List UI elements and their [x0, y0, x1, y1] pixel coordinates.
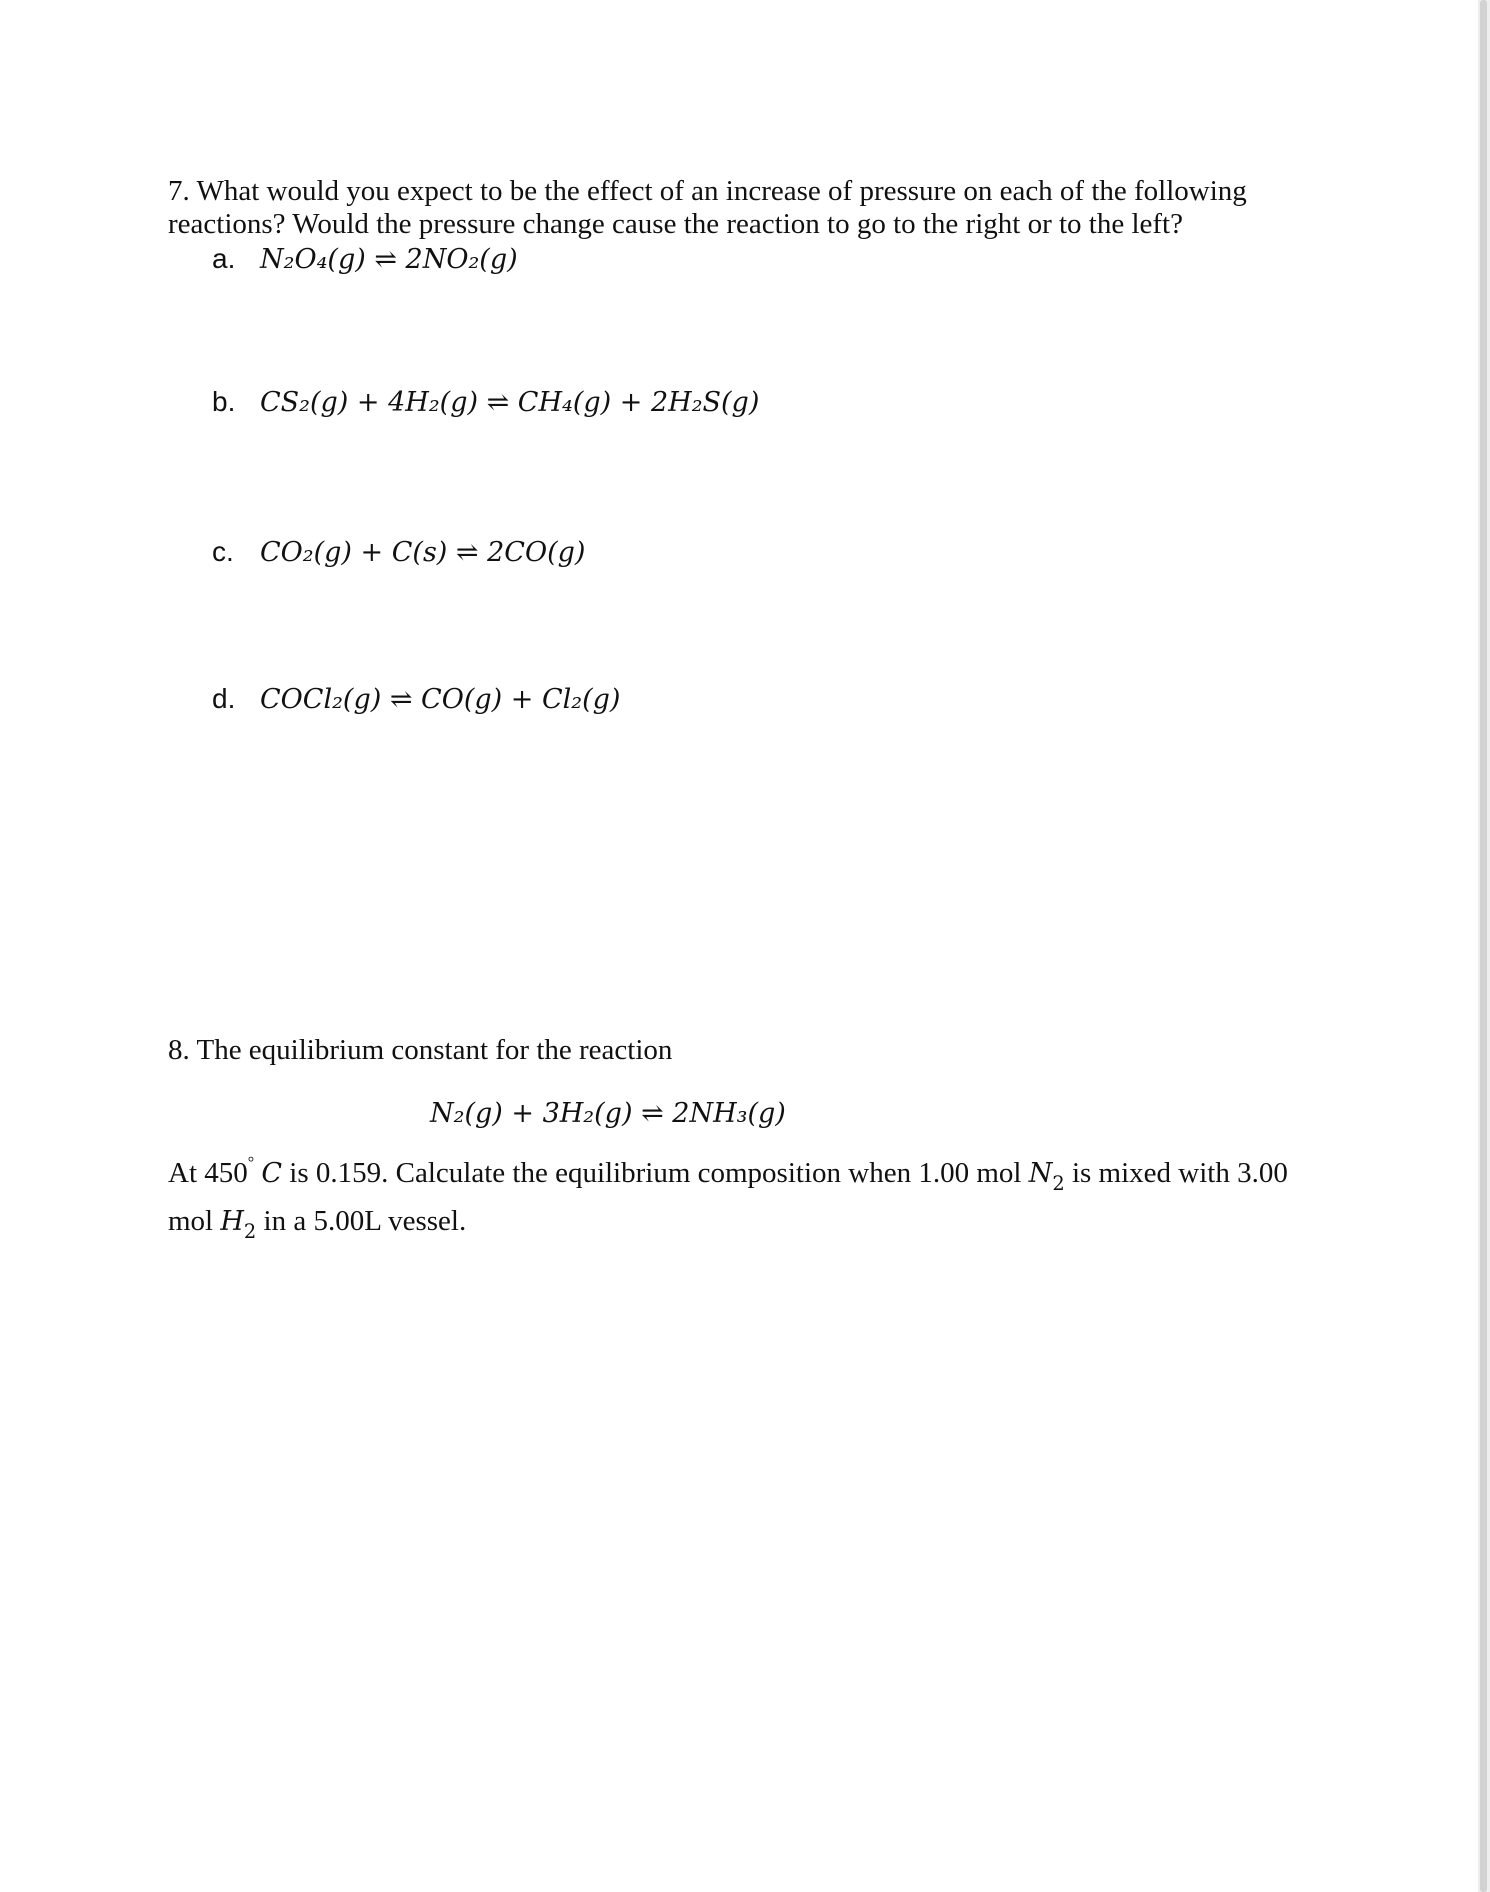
reaction-equation: COCl₂(g) ⇌ CO(g) + Cl₂(g) — [260, 684, 621, 715]
question-7-item-a — [212, 243, 518, 275]
item-label: c. — [212, 536, 234, 567]
item-label: a. — [212, 243, 236, 274]
n2-symbol: N — [1028, 1158, 1053, 1189]
text-mixed: is mixed with 3.00 — [1071, 1157, 1288, 1189]
question-8-equation: N₂(g) + 3H₂(g) ⇌ 2NH₃(g) — [430, 1098, 786, 1129]
question-7-item-b — [212, 386, 759, 418]
temperature-unit: C — [261, 1158, 283, 1189]
h2-subscript: 2 — [243, 1220, 257, 1244]
item-label: b. — [212, 386, 236, 417]
n2-formula — [1028, 1158, 1065, 1196]
text-vessel: in a 5.00L vessel. — [263, 1205, 467, 1237]
text-mol: mol — [168, 1205, 214, 1237]
vertical-scrollbar[interactable] — [1478, 0, 1490, 1892]
text-at: At 450 — [168, 1157, 248, 1189]
question-8-text-line-1 — [168, 1154, 1288, 1196]
question-8-text-line-2 — [168, 1205, 467, 1244]
degree-symbol: ° — [247, 1154, 255, 1172]
text-k-value: is 0.159. Calculate the equilibrium composition when 1.00 mol — [289, 1157, 1022, 1189]
question-7-item-c — [212, 536, 585, 568]
scrollbar-thumb[interactable] — [1480, 0, 1487, 1892]
reaction-equation: CS₂(g) + 4H₂(g) ⇌ CH₄(g) + 2H₂S(g) — [260, 387, 760, 418]
h2-symbol: H — [220, 1206, 244, 1237]
question-7-item-d — [212, 683, 620, 715]
question-7-prompt: 7. What would you expect to be the effect of an increase of pressure on each of the following reactions? Would the pressure change cause the reaction to go to the right or to the left? — [168, 175, 1247, 240]
n2-subscript: 2 — [1052, 1172, 1065, 1196]
item-label: d. — [212, 683, 236, 714]
reaction-equation: N₂O₄(g) ⇌ 2NO₂(g) — [260, 244, 518, 275]
reaction-equation: CO₂(g) + C(s) ⇌ 2CO(g) — [260, 537, 586, 568]
h2-formula — [220, 1206, 257, 1244]
question-8-title: 8. The equilibrium constant for the reaction — [168, 1034, 673, 1066]
